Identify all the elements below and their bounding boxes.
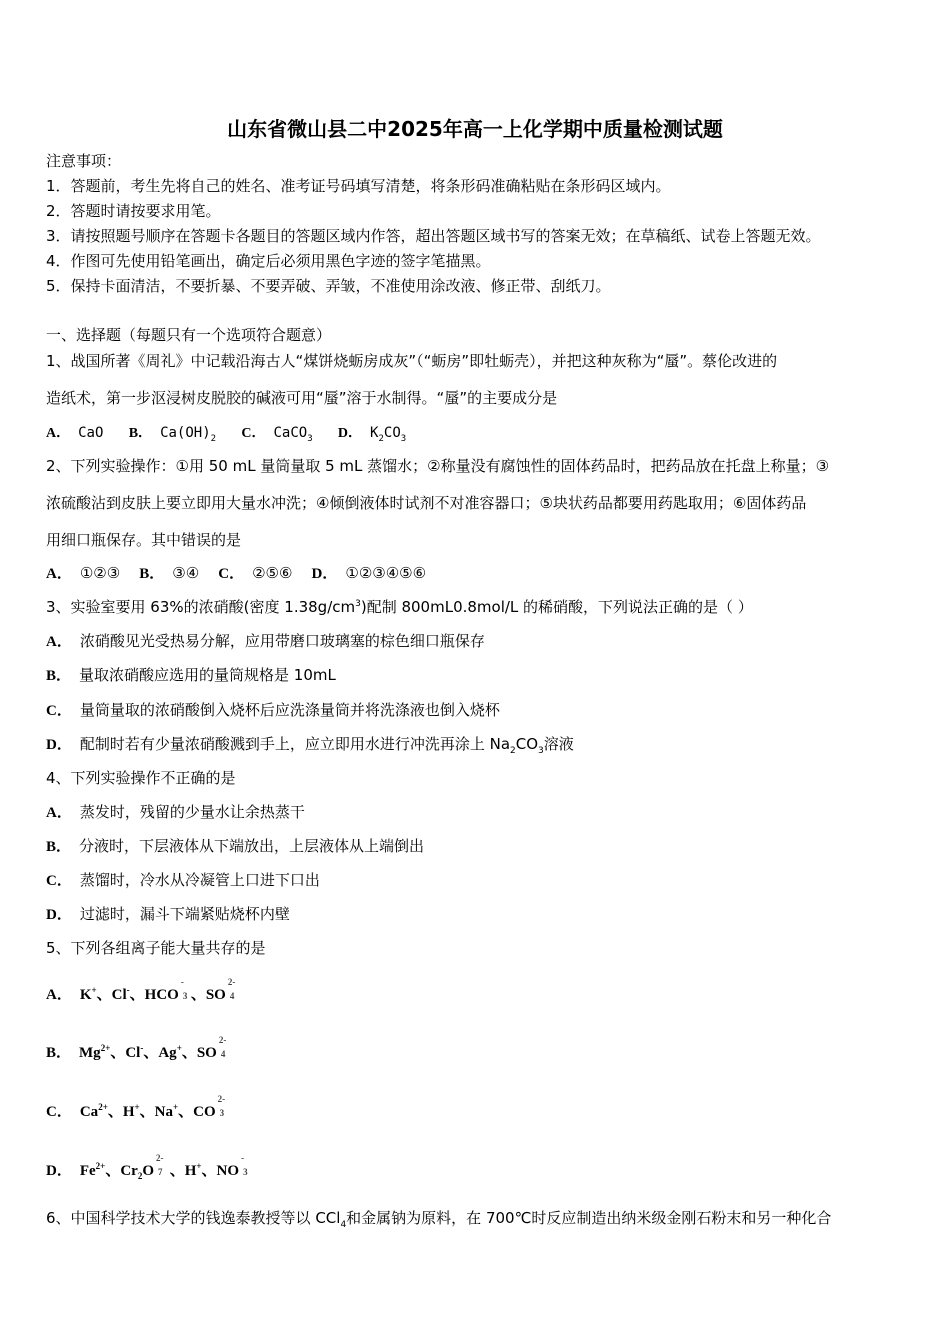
- superscript: +: [134, 1102, 140, 1112]
- option-c-row: [46, 701, 500, 720]
- ion: O: [142, 1163, 154, 1179]
- superscript: 3: [355, 599, 361, 609]
- option-a-label: A．: [46, 426, 71, 441]
- question-stem: 浓硫酸沾到皮肤上要立即用大量水冲洗；④倾倒液体时试剂不对准容器口；⑤块状药品都要用药匙取用；⑥固体药品: [46, 494, 807, 512]
- question-stem: 4、下列实验操作不正确的是: [46, 769, 236, 787]
- option-d-row: [46, 905, 290, 924]
- option-d-row: [46, 1152, 251, 1181]
- option-d: 配制时若有少量浓硝酸溅到手上，应立即用水进行冲洗再涂上 Na: [79, 735, 511, 753]
- question-options: [46, 564, 426, 583]
- option-b: Ca(OH): [160, 425, 211, 441]
- charge-index: [179, 976, 191, 1005]
- subscript: 4: [340, 1220, 347, 1230]
- option-a-row: [46, 976, 238, 1005]
- ion: 、Cl: [96, 987, 127, 1003]
- option-d-label: D．: [46, 1163, 72, 1179]
- charge-index: [216, 1093, 228, 1122]
- superscript: -: [126, 985, 130, 995]
- superscript: 2+: [95, 1161, 106, 1171]
- option-b-row: [46, 666, 336, 685]
- ion: 、Ag: [143, 1045, 177, 1061]
- question-stem: 用细口瓶保存。其中错误的是: [46, 531, 242, 549]
- charge: 2-: [227, 976, 236, 987]
- option-d: 过滤时，漏斗下端紧贴烧杯内壁: [79, 905, 290, 923]
- ion: 、H: [169, 1163, 197, 1179]
- stem-part: 3、实验室要用 63%的浓硝酸(密度 1.38g/cm: [46, 598, 356, 616]
- option-a-label: A．: [46, 987, 72, 1003]
- charge: -: [241, 1152, 245, 1163]
- stem-part: 和金属钠为原料，在 700℃时反应制造出纳米级金刚石粉末和另一种化合: [346, 1209, 832, 1227]
- ion: 、Na: [139, 1104, 173, 1120]
- subscript: 2: [137, 1171, 143, 1181]
- option-c-label: C．: [218, 566, 245, 582]
- question-stem: 5、下列各组离子能大量共存的是: [46, 939, 266, 957]
- option-d-part: CO: [515, 735, 539, 753]
- index: 4: [220, 1048, 226, 1059]
- option-b-row: [46, 837, 424, 856]
- question-stem: 造纸术，第一步沤浸树皮脱胶的碱液可用“蜃”溶于水制得。“蜃”的主要成分是: [46, 389, 558, 407]
- option-d: K: [370, 425, 379, 441]
- option-a: ①②③: [79, 564, 121, 582]
- option-b-label: B．: [46, 668, 72, 684]
- option-c-label: C．: [46, 873, 72, 889]
- ion: 、SO: [181, 1045, 217, 1061]
- ion: 、Cl: [110, 1045, 141, 1061]
- index: 7: [157, 1166, 163, 1177]
- option-b: 量取浓硝酸应选用的量筒规格是 10mL: [79, 666, 336, 684]
- option-c-row: [46, 1093, 228, 1122]
- stem-part: 6、中国科学技术大学的钱逸泰教授等以 CCl: [46, 1209, 341, 1227]
- option-d-part: CO: [383, 425, 401, 441]
- subscript: 3: [538, 746, 544, 756]
- option-b-row: [46, 1034, 229, 1063]
- option-b: 分液时，下层液体从下端放出，上层液体从上端倒出: [79, 837, 425, 855]
- superscript: -: [140, 1043, 144, 1053]
- superscript: +: [176, 1043, 182, 1053]
- option-a: 浓硝酸见光受热易分解，应用带磨口玻璃塞的棕色细口瓶保存: [79, 632, 485, 650]
- notes-item: 1．答题前，考生先将自己的姓名、准考证号码填写清楚，将条形码准确粘贴在条形码区域内。: [46, 177, 671, 195]
- index: 3: [219, 1107, 225, 1118]
- option-d-part: 溶液: [543, 735, 574, 753]
- subscript: 2: [210, 433, 217, 444]
- ion: 、SO: [190, 987, 226, 1003]
- option-b-label: B．: [139, 566, 165, 582]
- option-b: ③④: [172, 564, 200, 582]
- ion: K: [79, 987, 92, 1003]
- option-d-row: [46, 735, 574, 754]
- question-options: [46, 424, 406, 443]
- section-heading: 一、选择题（每题只有一个选项符合题意）: [46, 326, 332, 344]
- notes-item: 3．请按照题号顺序在答题卡各题目的答题区域内作答，超出答题区域书写的答案无效；在草稿纸、试卷上答题无效。: [46, 227, 821, 245]
- ion: Fe: [79, 1163, 96, 1179]
- notes-item: 2．答题时请按要求用笔。: [46, 202, 221, 220]
- option-c-label: C．: [241, 426, 266, 441]
- ion: Ca: [79, 1104, 99, 1120]
- ion: Mg: [79, 1045, 101, 1061]
- option-a-row: [46, 803, 305, 822]
- option-a-label: A．: [46, 566, 72, 582]
- option-c-label: C．: [46, 703, 72, 719]
- question-stem: 1、战国所著《周礼》中记载沿海古人“煤饼烧蛎房成灰”（“蛎房”即牡蛎壳），并把这种灰称为“蜃”。蔡伦改进的: [46, 352, 778, 370]
- option-a: 蒸发时，残留的少量水让余热蒸干: [79, 803, 305, 821]
- charge: -: [180, 976, 184, 987]
- notes-item: 4．作图可先使用铅笔画出，确定后必须用黑色字迹的签字笔描黑。: [46, 252, 491, 270]
- charge: 2-: [218, 1034, 227, 1045]
- option-d: ①②③④⑤⑥: [345, 564, 427, 582]
- option-d-label: D．: [311, 566, 338, 582]
- option-c-row: [46, 871, 320, 890]
- option-c: CaCO: [273, 425, 308, 441]
- charge-index: [226, 976, 238, 1005]
- option-d-label: D．: [46, 907, 72, 923]
- superscript: +: [172, 1102, 179, 1112]
- notes-item: 5．保持卡面清洁，不要折暴、不要弄破、弄皱，不准使用涂改液、修正带、刮纸刀。: [46, 277, 611, 295]
- subscript: 3: [307, 433, 313, 444]
- ion: 、H: [107, 1104, 135, 1120]
- charge: 2-: [217, 1093, 226, 1104]
- option-c: 量筒量取的浓硝酸倒入烧杯后应洗涤量筒并将洗涤液也倒入烧杯: [79, 701, 500, 719]
- option-a-row: [46, 632, 485, 651]
- option-c-label: C．: [46, 1104, 72, 1120]
- option-d-label: D．: [46, 737, 72, 753]
- option-a-label: A．: [46, 805, 72, 821]
- page-title: 山东省微山县二中2025年高一上化学期中质量检测试题: [227, 117, 723, 141]
- option-c: 蒸馏时，冷水从冷凝管上口进下口出: [79, 871, 320, 889]
- option-b-label: B．: [128, 426, 153, 441]
- stem-part: )配制 800mL0.8mol/L 的稀硝酸，下列说法正确的是（ ）: [360, 598, 753, 616]
- index: 4: [229, 990, 235, 1001]
- superscript: +: [196, 1161, 202, 1171]
- ion: 、Cr: [105, 1163, 138, 1179]
- ion: 、NO: [201, 1163, 240, 1179]
- option-d-label: D．: [337, 426, 363, 441]
- option-a: CaO: [78, 425, 104, 441]
- question-stem: [46, 1209, 832, 1230]
- ion: 、HCO: [129, 987, 179, 1003]
- charge-index: [239, 1152, 251, 1181]
- option-b-label: B．: [46, 839, 72, 855]
- notes-heading: 注意事项：: [46, 152, 122, 170]
- question-stem: 2、下列实验操作：①用 50 mL 量筒量取 5 mL 蒸馏水；②称量没有腐蚀性的固体药品时，把药品放在托盘上称量；③: [46, 457, 830, 475]
- subscript: 3: [400, 433, 407, 444]
- index: 3: [182, 990, 188, 1001]
- superscript: +: [91, 985, 97, 995]
- charge: 2-: [155, 1152, 164, 1163]
- superscript: 2+: [98, 1102, 108, 1112]
- question-stem: [46, 598, 753, 616]
- ion: 、CO: [178, 1104, 216, 1120]
- charge-index: [217, 1034, 229, 1063]
- option-b-label: B．: [46, 1045, 72, 1061]
- charge-index: [154, 1152, 166, 1181]
- superscript: 2+: [100, 1043, 111, 1053]
- option-c: ②⑤⑥: [252, 564, 293, 582]
- option-a-label: A．: [46, 634, 72, 650]
- subscript: 2: [510, 746, 516, 756]
- index: 3: [243, 1166, 248, 1177]
- subscript: 2: [378, 433, 384, 444]
